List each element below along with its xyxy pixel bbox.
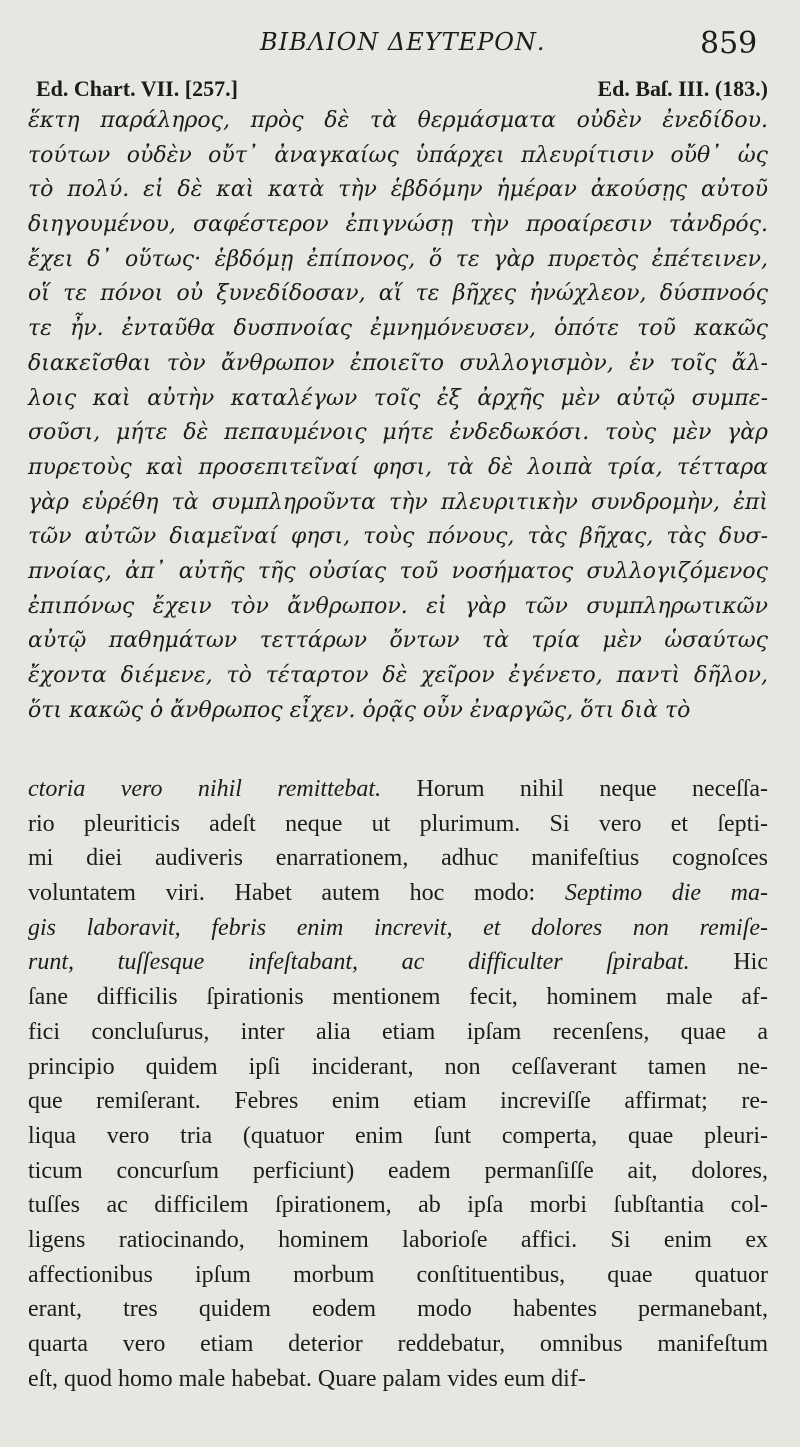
- edition-reference-line: [28, 76, 768, 106]
- latin-roman-run: liqua vero tria (quatuor enim ſunt comperta, quae pleuri-: [28, 1122, 768, 1149]
- page-number: 859: [700, 26, 758, 61]
- latin-line: [28, 1015, 768, 1050]
- latin-line: [28, 1362, 768, 1397]
- latin-line: [28, 841, 768, 876]
- latin-line: [28, 1327, 768, 1362]
- latin-roman-run: principio quidem ipſi inciderant, non ceſſaverant tamen ne-: [28, 1053, 768, 1080]
- latin-line: [28, 1223, 768, 1258]
- greek-line: ἕκτη παράληρος, πρὸς δὲ τὰ θερμάσματα οὐδὲν ἐνεδίδου.: [28, 108, 768, 133]
- greek-line: γὰρ εὑρέθη τὰ συμπληροῦντα τὴν πλευριτικὴν συνδρομὴν, ἐπὶ: [28, 489, 768, 515]
- greek-line: τε ἦν. ἐνταῦθα δυσπνοίας ἐμνημόνευσεν, ὁπότε τοῦ κακῶς: [28, 316, 768, 342]
- greek-line: τὸ πολύ. εἰ δὲ καὶ κατὰ τὴν ἑβδόμην ἡμέραν ἀκούσῃς αὐτοῦ: [28, 177, 768, 203]
- greek-line: σοῦσι, μήτε δὲ πεπαυμένοις μήτε ἐνδεδωκόσι. τοὺς μὲν γὰρ: [28, 420, 768, 446]
- latin-line: [28, 980, 768, 1015]
- latin-italic-run: Septimo die ma-: [564, 880, 768, 907]
- running-title: ΒΙΒΛΙΟΝ ΔΕΥΤΕΡΟΝ.: [260, 28, 546, 56]
- greek-line: οἵ τε πόνοι οὐ ξυνεδίδοσαν, αἵ τε βῆχες ἠνώχλεον, δύσπνοός: [28, 281, 768, 307]
- latin-roman-run: affectionibus ipſum morbum conſtituentibus, quae quatuor: [28, 1261, 768, 1288]
- greek-line: ἐπιπόνως ἔχειν τὸν ἄνθρωπον. εἰ γὰρ τῶν συμπληρωτικῶν: [28, 593, 768, 619]
- latin-roman-run: mi diei audiveris enarrationem, adhuc manifeſtius cognoſces: [28, 845, 768, 872]
- latin-roman-run: que remiſerant. Febres enim etiam increviſſe affirmat; re-: [28, 1088, 768, 1115]
- latin-roman-run: ligens ratiocinando, hominem laborioſe affici. Si enim ex: [28, 1226, 768, 1253]
- latin-italic-run: ctoria vero nihil remittebat.: [28, 776, 382, 802]
- greek-line: διακεῖσθαι τὸν ἄνθρωπον ἐποιεῖτο συλλογισμὸν, ἐν τοῖς ἄλ-: [28, 350, 768, 376]
- latin-roman-run: Hic: [689, 949, 768, 976]
- edition-basel: Ed. Baſ. III. (183.): [597, 76, 768, 101]
- greek-line: διηγουμένου, σαφέστερον ἐπιγνώσῃ τὴν προαίρεσιν τἀνδρός.: [28, 212, 768, 238]
- latin-roman-run: tuſſes ac difficilem ſpirationem, ab ipſa morbi ſubſtantia col-: [28, 1192, 768, 1219]
- greek-line: ἔχοντα διέμενε, τὸ τέταρτον δὲ χεῖρον ἐγένετο, παντὶ δῆλον,: [28, 663, 768, 688]
- running-head: [0, 26, 800, 66]
- latin-roman-run: voluntatem viri. Habet autem hoc modo:: [28, 880, 565, 907]
- greek-text-block: [28, 104, 768, 728]
- latin-line: [28, 1119, 768, 1154]
- latin-line: [28, 1050, 768, 1085]
- latin-line: [28, 1292, 768, 1327]
- latin-line: [28, 876, 768, 911]
- greek-line: ἔχει δ᾽ οὕτως· ἑβδόμῃ ἐπίπονος, ὅ τε γὰρ πυρετὸς ἐπέτεινεν,: [28, 246, 768, 272]
- greek-line: ὅτι κακῶς ὁ ἄνθρωπος εἶχεν. ὁρᾷς οὖν ἐναργῶς, ὅτι διὰ τὸ: [28, 697, 691, 723]
- latin-roman-run: rio pleuriticis adeſt neque ut plurimum. Si vero et ſepti-: [28, 810, 768, 837]
- latin-line: [28, 911, 768, 946]
- latin-italic-run: runt, tuſſesque infeſtabant, ac difficulter ſpirabat.: [28, 949, 690, 976]
- latin-roman-run: ticum concurſum perficiunt) eadem permanſiſſe ait, dolores,: [28, 1157, 768, 1184]
- latin-roman-run: quarta vero etiam deterior reddebatur, omnibus manifeſtum: [28, 1331, 768, 1357]
- greek-line: αὐτῷ παθημάτων τεττάρων ὄντων τὰ τρία μὲν ὡσαύτως: [28, 628, 768, 654]
- greek-line: λοις καὶ αὐτὴν καταλέγων τοῖς ἐξ ἀρχῆς μὲν αὐτῷ συμπε-: [28, 385, 768, 411]
- latin-roman-run: erant, tres quidem eodem modo habentes permanebant,: [28, 1296, 768, 1323]
- latin-line: [28, 772, 768, 807]
- latin-text-block: [28, 772, 768, 1396]
- greek-line: τῶν αὐτῶν διαμεῖναί φησι, τοὺς πόνους, τὰς βῆχας, τὰς δυσ-: [28, 524, 768, 550]
- edition-chartier: Ed. Chart. VII. [257.]: [36, 76, 238, 101]
- latin-line: [28, 945, 768, 980]
- greek-line: τούτων οὐδὲν οὔτ᾽ ἀναγκαίως ὑπάρχει πλευρίτισιν οὔθ᾽ ὡς: [28, 142, 768, 168]
- latin-line: [28, 1154, 768, 1189]
- latin-line: [28, 807, 768, 842]
- greek-line: πνοίας, ἀπ᾽ αὐτῆς τῆς οὐσίας τοῦ νοσήματος συλλογιζόμενος: [28, 558, 768, 584]
- latin-line: [28, 1084, 768, 1119]
- latin-line: [28, 1188, 768, 1223]
- latin-italic-run: gis laboravit, febris enim increvit, et dolores non remiſe-: [28, 914, 768, 941]
- latin-roman-run: fici concluſurus, inter alia etiam ipſam recenſens, quae a: [28, 1018, 768, 1045]
- latin-roman-run: eſt, quod homo male habebat. Quare palam vides eum dif-: [28, 1365, 586, 1392]
- latin-roman-run: Horum nihil neque neceſſa-: [381, 776, 768, 802]
- greek-line: πυρετοὺς καὶ προσεπιτεῖναί φησι, τὰ δὲ λοιπὰ τρία, τέτταρα: [28, 454, 768, 480]
- latin-line: [28, 1258, 768, 1293]
- latin-roman-run: ſane difficilis ſpirationis mentionem fecit, hominem male af-: [28, 984, 768, 1011]
